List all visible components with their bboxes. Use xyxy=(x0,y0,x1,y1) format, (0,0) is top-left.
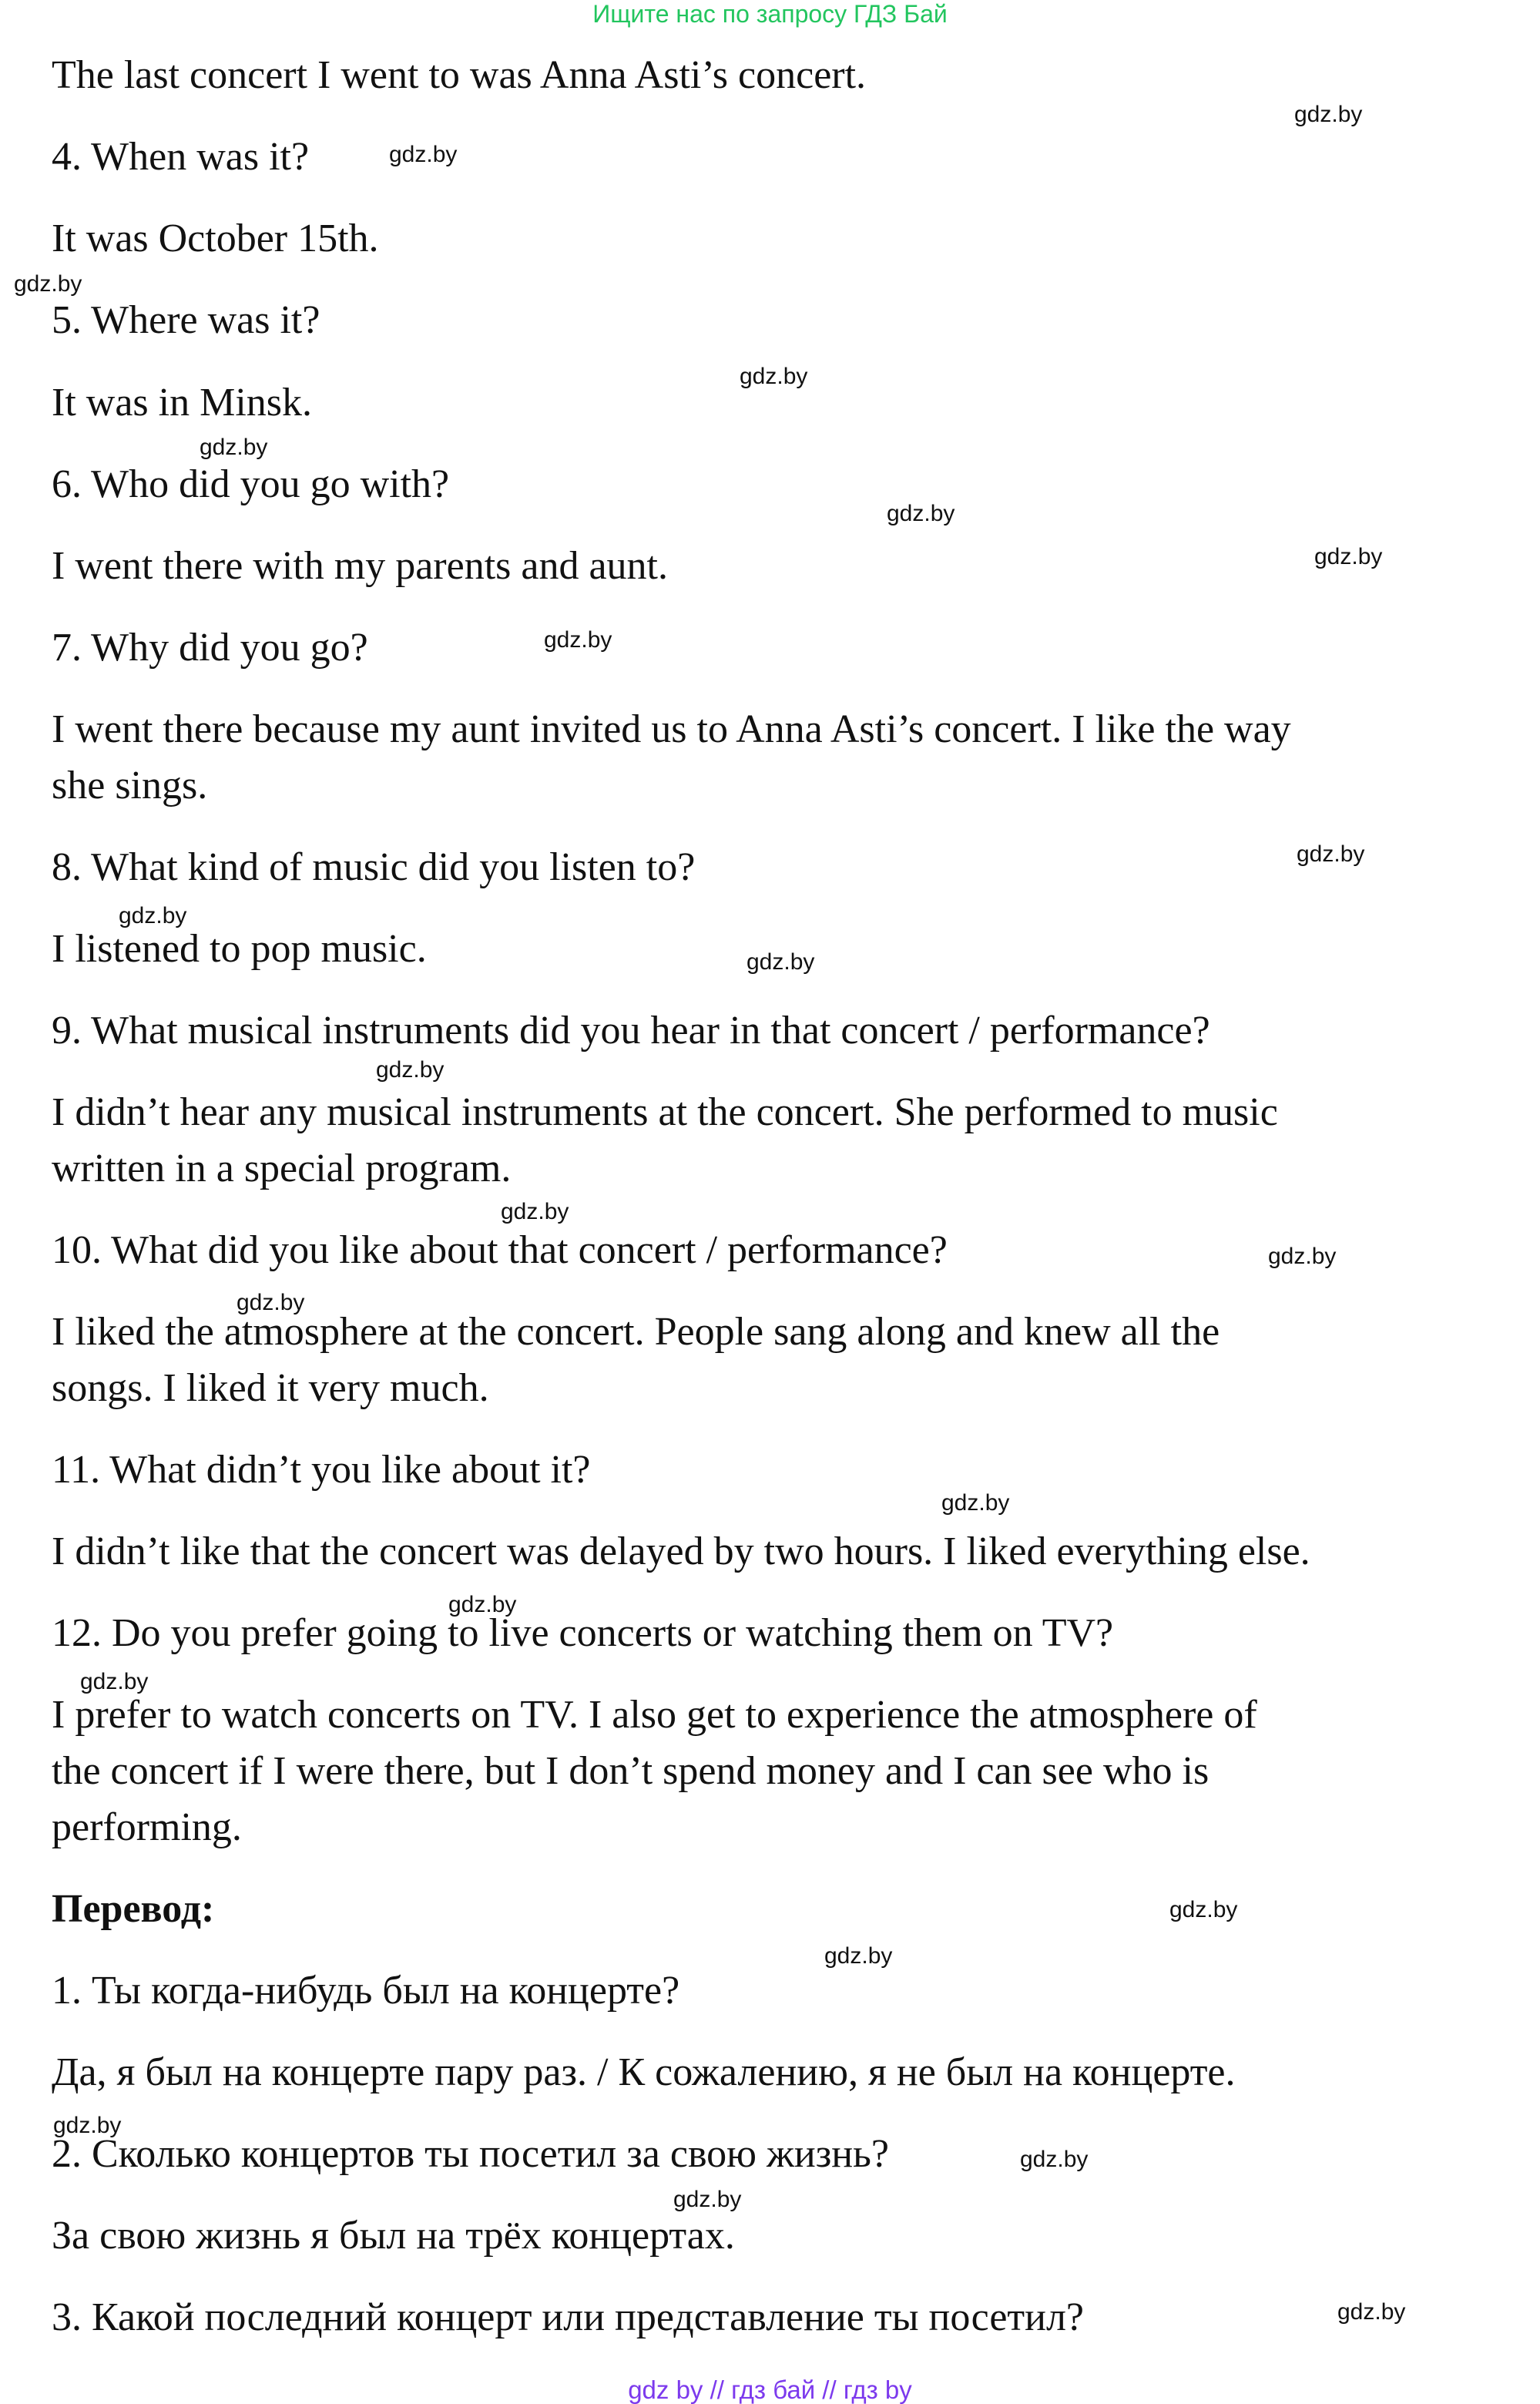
watermark: gdz.by xyxy=(824,1943,893,1969)
watermark: gdz.by xyxy=(1020,2147,1089,2172)
question-line: 8. What kind of music did you listen to? xyxy=(52,845,696,889)
answer-line: songs. I liked it very much. xyxy=(52,1366,489,1410)
watermark: gdz.by xyxy=(1297,841,1365,867)
watermark: gdz.by xyxy=(14,271,82,297)
watermark: gdz.by xyxy=(544,627,612,653)
watermark: gdz.by xyxy=(448,1592,517,1617)
question-line: 9. What musical instruments did you hear in that concert / performance? xyxy=(52,1009,1210,1053)
text-line: The last concert I went to was Anna Asti’s concert. xyxy=(52,53,867,97)
watermark: gdz.by xyxy=(119,903,187,928)
answer-line: the concert if I were there, but I don’t spend money and I can see who is xyxy=(52,1749,1210,1793)
answer-line: written in a special program. xyxy=(52,1147,512,1190)
question-line: 2. Сколько концертов ты посетил за свою жизнь? xyxy=(52,2132,889,2176)
answer-line: I didn’t hear any musical instruments at the concert. She performed to music xyxy=(52,1090,1278,1134)
watermark: gdz.by xyxy=(1314,544,1383,569)
answer-line: I listened to pop music. xyxy=(52,927,427,971)
watermark: gdz.by xyxy=(1337,2299,1406,2325)
question-line: 1. Ты когда-нибудь был на концерте? xyxy=(52,1969,680,2013)
footer-banner: gdz by // гдз бай // гдз by xyxy=(628,2375,912,2404)
watermark: gdz.by xyxy=(376,1057,445,1083)
watermark: gdz.by xyxy=(740,364,808,389)
answer-line: За свою жизнь я был на трёх концертах. xyxy=(52,2214,735,2258)
watermark: gdz.by xyxy=(673,2187,742,2212)
answer-line: I liked the atmosphere at the concert. People sang along and knew all the xyxy=(52,1310,1220,1354)
question-line: 4. When was it? xyxy=(52,135,310,179)
watermark: gdz.by xyxy=(747,949,815,975)
watermark: gdz.by xyxy=(887,501,955,526)
answer-line: I went there with my parents and aunt. xyxy=(52,544,668,588)
watermark: gdz.by xyxy=(1268,1244,1337,1269)
watermark: gdz.by xyxy=(200,435,268,460)
watermark: gdz.by xyxy=(501,1199,569,1224)
watermark: gdz.by xyxy=(389,142,458,167)
answer-line: performing. xyxy=(52,1805,242,1849)
question-line: 7. Why did you go? xyxy=(52,626,368,670)
question-line: 12. Do you prefer going to live concerts or watching them on TV? xyxy=(52,1611,1114,1655)
question-line: 3. Какой последний концерт или представление ты посетил? xyxy=(52,2295,1085,2339)
watermark: gdz.by xyxy=(237,1290,305,1315)
question-line: 10. What did you like about that concert / performance? xyxy=(52,1228,948,1272)
answer-line: I prefer to watch concerts on TV. I also get to experience the atmosphere of xyxy=(52,1693,1257,1737)
question-line: 6. Who did you go with? xyxy=(52,462,450,506)
watermark: gdz.by xyxy=(80,1669,149,1694)
answer-line: I didn’t like that the concert was delayed by two hours. I liked everything else. xyxy=(52,1529,1310,1573)
header-banner: Ищите нас по запросу ГДЗ Бай xyxy=(592,0,948,28)
answer-line: I went there because my aunt invited us to Anna Asti’s concert. I like the way xyxy=(52,707,1291,751)
watermark: gdz.by xyxy=(53,2113,122,2138)
answer-line: Да, я был на концерте пару раз. / К сожалению, я не был на концерте. xyxy=(52,2050,1236,2094)
answer-line: It was October 15th. xyxy=(52,217,379,260)
watermark: gdz.by xyxy=(1294,102,1363,127)
answer-line: It was in Minsk. xyxy=(52,381,312,425)
watermark: gdz.by xyxy=(941,1490,1010,1516)
answer-line: she sings. xyxy=(52,764,208,807)
question-line: 5. Where was it? xyxy=(52,298,320,342)
question-line: 11. What didn’t you like about it? xyxy=(52,1448,591,1492)
translation-heading: Перевод: xyxy=(52,1887,215,1931)
watermark: gdz.by xyxy=(1169,1897,1238,1922)
